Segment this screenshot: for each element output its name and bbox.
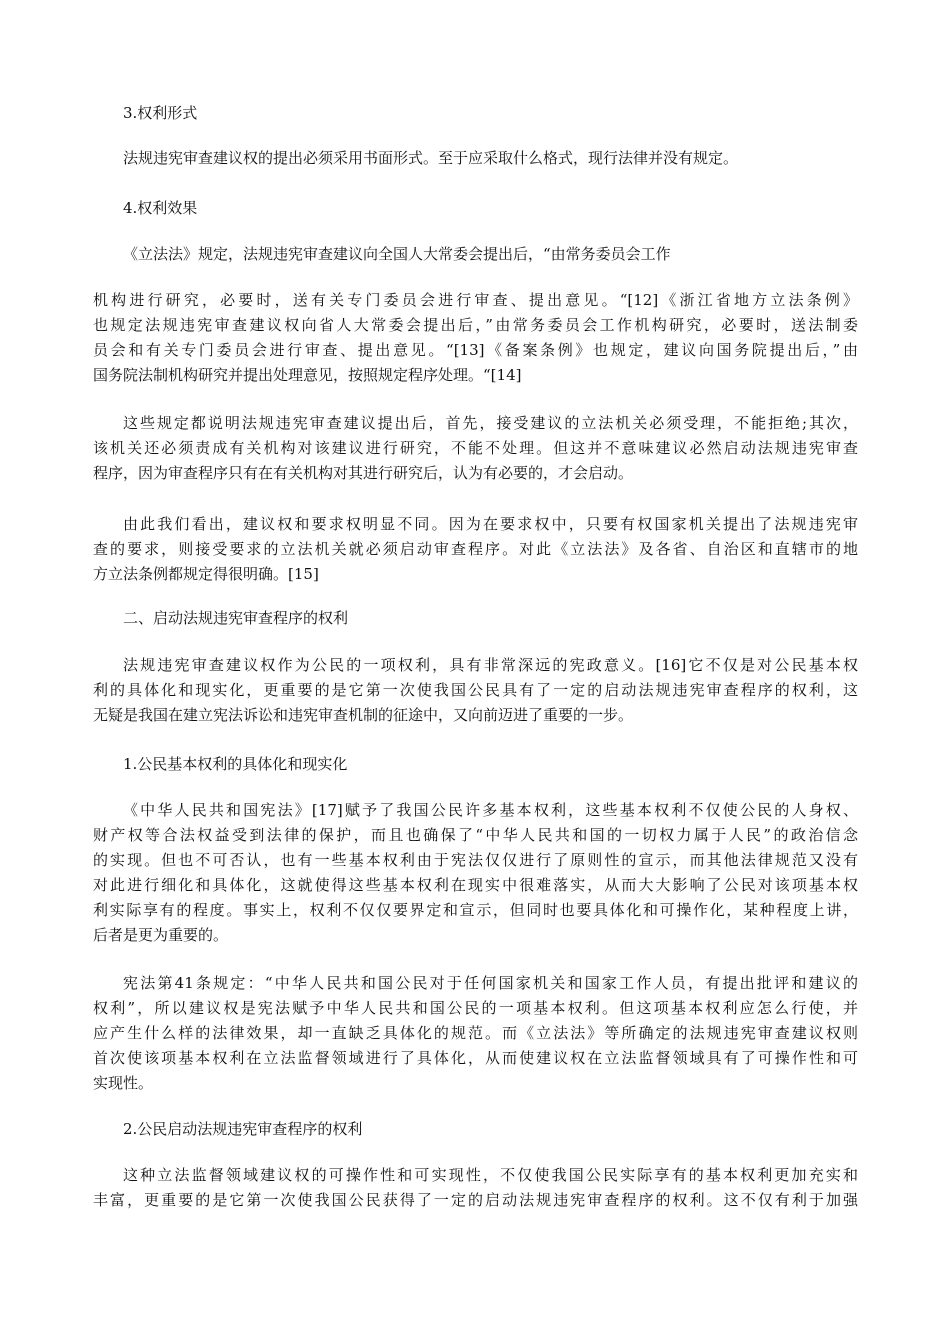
text-line: 这些规定都说明法规违宪审查建议提出后，首先，接受建议的立法机关必须受理，不能拒绝;其次， (123, 414, 858, 432)
text-line: 财产权等合法权益受到法律的保护，而且也确保了“中华人民共和国的一切权力属于人民”的政治信念 (93, 826, 858, 844)
text-line: 二、启动法规违宪审查程序的权利 (123, 609, 349, 627)
text-line: 利实际享有的程度。事实上，权利不仅仅要界定和宣示，但同时也要具体化和可操作化，某种程度上讲， (93, 901, 858, 919)
text-line: 宪法第41条规定：“中华人民共和国公民对于任何国家机关和国家工作人员，有提出批评和建议的 (123, 974, 858, 992)
text-line: 4.权利效果 (123, 199, 198, 217)
paragraph (93, 242, 858, 267)
text-line: 方立法条例都规定得很明确。[15] (93, 565, 319, 583)
paragraph (93, 411, 858, 486)
text-line: 实现性。 (93, 1074, 154, 1092)
text-line: 国务院法制机构研究并提出处理意见，按照规定程序处理。“[14] (93, 366, 522, 384)
text-line: 权利”，所以建议权是宪法赋予中华人民共和国公民的一项基本权利。但这项基本权利应怎么行使，并 (93, 999, 858, 1017)
text-line: 查的要求，则接受要求的立法机关就必须启动审查程序。对此《立法法》及各省、自治区和直辖市的地 (93, 540, 858, 558)
paragraph (93, 971, 858, 1096)
text-line: 应产生什么样的法律效果，却一直缺乏具体化的规范。而《立法法》等所确定的法规违宪审查建议权则 (93, 1024, 858, 1042)
subsection-heading (93, 1117, 858, 1142)
text-line: 员会和有关专门委员会进行审查、提出意见。“[13]《备案条例》也规定，建议向国务院提出后，”由 (93, 341, 858, 359)
heading-rights-form (93, 101, 858, 126)
section-heading (93, 606, 858, 631)
text-line: 3.权利形式 (123, 104, 198, 122)
text-line: 利的具体化和现实化，更重要的是它第一次使我国公民具有了一定的启动法规违宪审查程序的权利，这 (93, 681, 858, 699)
text-line: 对此进行细化和具体化，这就使得这些基本权利在现实中很难落实，从而大大影响了公民对该项基本权 (93, 876, 858, 894)
text-line: 后者是更为重要的。 (93, 926, 229, 944)
text-line: 2.公民启动法规违宪审查程序的权利 (123, 1120, 363, 1138)
heading-rights-effect (93, 196, 858, 221)
text-line: 丰富，更重要的是它第一次使我国公民获得了一定的启动法规违宪审查程序的权利。这不仅有利于加强 (93, 1191, 858, 1209)
text-line: 由此我们看出，建议权和要求权明显不同。因为在要求权中，只要有权国家机关提出了法规违宪审 (123, 515, 858, 533)
paragraph (93, 288, 858, 388)
text-line: 程序，因为审查程序只有在有关机构对其进行研究后，认为有必要的，才会启动。 (93, 464, 634, 482)
paragraph (93, 653, 858, 728)
text-line: 该机关还必须责成有关机构对该建议进行研究，不能不处理。但这并不意味建议必然启动法规违宪审查 (93, 439, 858, 457)
text-line: 这种立法监督领域建议权的可操作性和可实现性，不仅使我国公民实际享有的基本权利更加充实和 (123, 1166, 858, 1184)
paragraph (93, 1163, 858, 1213)
text-line: 机构进行研究，必要时，送有关专门委员会进行审查、提出意见。“[12]《浙江省地方立法条例》 (93, 291, 858, 309)
text-line: 《立法法》规定，法规违宪审查建议向全国人大常委会提出后，“由常务委员会工作 (123, 245, 671, 263)
text-line: 也规定法规违宪审查建议权向省人大常委会提出后，”由常务委员会工作机构研究，必要时，送法制委 (93, 316, 858, 334)
text-line: 1.公民基本权利的具体化和现实化 (123, 755, 348, 773)
text-line: 《中华人民共和国宪法》[17]赋予了我国公民许多基本权利，这些基本权利不仅使公民的人身权、 (123, 801, 858, 819)
paragraph (93, 146, 858, 171)
text-line: 法规违宪审查建议权的提出必须采用书面形式。至于应采取什么格式，现行法律并没有规定。 (123, 149, 739, 167)
text-line: 法规违宪审查建议权作为公民的一项权利，具有非常深远的宪政意义。[16]它不仅是对公民基本权 (123, 656, 858, 674)
text-line: 首次使该项基本权利在立法监督领域进行了具体化，从而使建议权在立法监督领域具有了可操作性和可 (93, 1049, 858, 1067)
text-line: 的实现。但也不可否认，也有一些基本权利由于宪法仅仅进行了原则性的宣示，而其他法律规范又没有 (93, 851, 858, 869)
paragraph (93, 798, 858, 948)
subsection-heading (93, 752, 858, 777)
paragraph (93, 512, 858, 587)
text-line: 无疑是我国在建立宪法诉讼和违宪审查机制的征途中，又向前迈进了重要的一步。 (93, 706, 634, 724)
